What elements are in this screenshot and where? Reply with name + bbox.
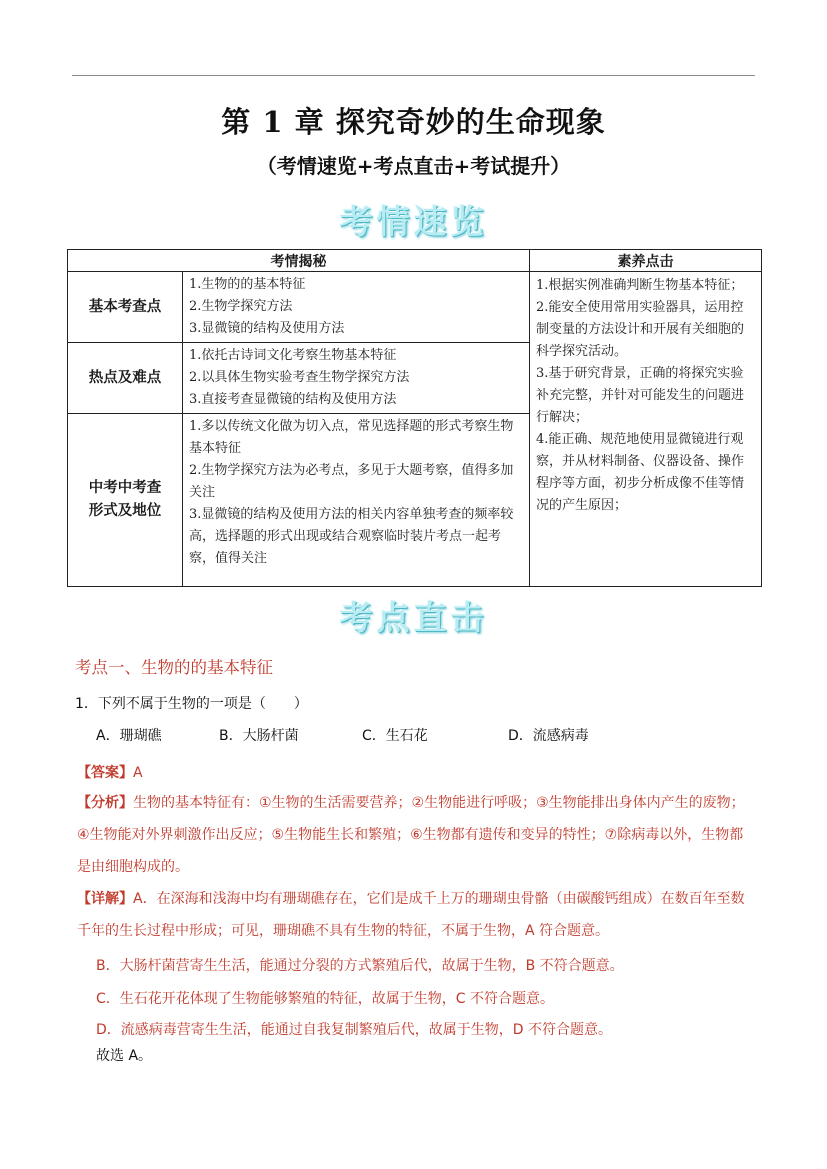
row-line: 2.生物学探究方法 [189, 299, 293, 314]
banner-focus: 考点直击 [339, 598, 488, 637]
option-c: C．生石花 [362, 728, 428, 744]
row-content [183, 414, 530, 587]
answer-line [77, 757, 143, 789]
conclusion: 故选 A。 [96, 1048, 153, 1064]
row-label-line: 形式及地位 [88, 503, 162, 519]
row-line: 3.显微镜的结构及使用方法的相关内容单独考查的频率较高，选择题的形式出现或结合观察临时装片考点一起考察，值得关注 [189, 507, 514, 566]
row-line: 3.显微镜的结构及使用方法 [189, 321, 345, 336]
banner-overview: 考情速览 [339, 202, 488, 241]
literacy-point: 2.能安全使用常用实验器具，运用控制变量的方法设计和开展有关细胞的科学探究活动。 [536, 300, 745, 359]
literacy-point: 4.能正确、规范地使用显微镜进行观察，并从材料制备、仪器设备、操作程序等方面，初步分析成像不佳等情况的产生原因； [536, 432, 745, 513]
row-line: 2.以具体生物实验考查生物学探究方法 [189, 370, 410, 385]
overview-table [67, 249, 762, 587]
detail-b: B．大肠杆菌营寄生生活，能通过分裂的方式繁殖后代，故属于生物，B 不符合题意。 [96, 958, 624, 974]
detail-c: C．生石花开花体现了生物能够繁殖的特征，故属于生物，C 不符合题意。 [96, 991, 554, 1007]
analysis-paragraph [77, 787, 757, 883]
literacy-points [530, 272, 762, 587]
detail-paragraph [77, 883, 757, 947]
chapter-title: 第 1 章 探究奇妙的生命现象 [221, 105, 606, 139]
option-a: A．珊瑚礁 [96, 728, 162, 744]
col-header-literacy: 素养点击 [530, 250, 762, 272]
literacy-point: 1.根据实例准确判断生物基本特征； [536, 278, 744, 293]
detail-a: A．在深海和浅海中均有珊瑚礁存在，它们是成千上万的珊瑚虫骨骼（由碳酸钙组成）在数百年至数千年的生长过程中形成；可见，珊瑚礁不具有生物的特征，不属于生物，A 符合题意。 [77, 891, 745, 939]
row-content [183, 272, 530, 343]
row-content [183, 343, 530, 414]
option-d: D．流感病毒 [508, 728, 589, 744]
answer-label: 【答案】 [77, 765, 133, 781]
table-row [68, 272, 762, 343]
row-line: 1.依托古诗词文化考察生物基本特征 [189, 348, 397, 363]
detail-d: D．流感病毒营寄生生活，能通过自我复制繁殖后代，故属于生物，D 不符合题意。 [96, 1022, 613, 1038]
detail-label: 【详解】 [77, 891, 133, 907]
row-label: 热点及难点 [68, 343, 183, 414]
chapter-subtitle: （考情速览+考点直击+考试提升） [256, 154, 571, 178]
question-text: 1．下列不属于生物的一项是（ ） [75, 696, 308, 712]
analysis-text: 生物的基本特征有：①生物的生活需要营养；②生物能进行呼吸；③生物能排出身体内产生的废物；④生物能对外界刺激作出反应；⑤生物能生长和繁殖；⑥生物都有遗传和变异的特性；⑦除病毒以外，生物都是由细胞构成的。 [77, 795, 745, 875]
row-label-line: 中考中考查 [88, 480, 162, 496]
row-line: 1.生物的的基本特征 [189, 277, 306, 292]
option-b: B．大肠杆菌 [219, 728, 299, 744]
header-rule [72, 75, 755, 76]
section-heading: 考点一、生物的的基本特征 [75, 658, 273, 677]
literacy-point: 3.基于研究背景，正确的将探究实验补充完整，并针对可能发生的问题进行解决； [536, 366, 745, 425]
row-line: 3.直接考查显微镜的结构及使用方法 [189, 392, 397, 407]
row-label: 基本考查点 [68, 272, 183, 343]
row-label [68, 414, 183, 587]
row-line: 1.多以传统文化做为切入点，常见选择题的形式考察生物基本特征 [189, 419, 514, 456]
answer-value: A [133, 765, 143, 781]
row-line: 2.生物学探究方法为必考点，多见于大题考察，值得多加关注 [189, 463, 514, 500]
col-header-exam: 考情揭秘 [68, 250, 530, 272]
analysis-label: 【分析】 [77, 795, 133, 811]
table-header-row [68, 250, 762, 272]
